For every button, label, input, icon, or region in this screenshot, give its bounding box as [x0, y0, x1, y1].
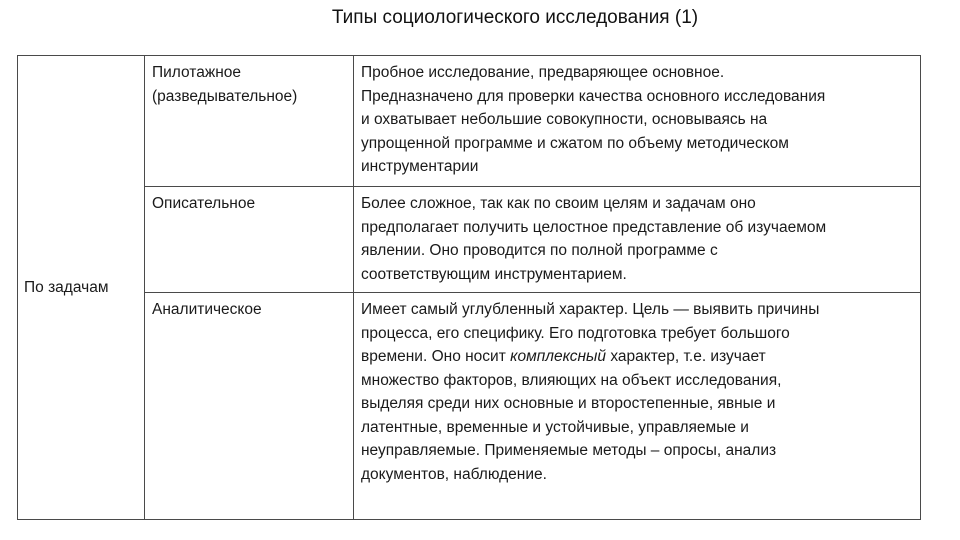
type-name-line: Пилотажное	[152, 64, 242, 81]
type-cell	[145, 56, 354, 187]
description-line: упрощенной программе и сжатом по объему методическом	[361, 134, 789, 152]
description-text: времени. Оно носит	[361, 348, 511, 365]
description-line: Пробное исследование, предваряющее основное.	[361, 64, 725, 81]
description-line: предполагает получить целостное представление об изучаемом	[361, 218, 827, 236]
type-name-line: Аналитическое	[152, 301, 262, 318]
type-cell	[145, 293, 354, 520]
description-line	[361, 345, 914, 369]
description-line: документов, наблюдение.	[361, 465, 547, 483]
description-cell	[354, 187, 921, 293]
description-line: инструментарии	[361, 158, 479, 175]
description-text: характер, т.е. изучает	[606, 348, 766, 365]
description-line: и охватывает небольшие совокупности, основываясь на	[361, 111, 768, 128]
description-cell	[354, 293, 921, 520]
table-row	[18, 56, 921, 187]
description-line: Имеет самый углубленный характер. Цель — выявить причины	[361, 301, 820, 318]
research-types-table	[17, 55, 921, 520]
page-title: Типы социологического исследования (1)	[331, 7, 699, 28]
type-name-line: (разведывательное)	[152, 87, 298, 105]
type-name-line: Описательное	[152, 195, 256, 212]
emphasis-text: комплексный	[510, 348, 607, 365]
group-cell	[18, 56, 145, 520]
description-line: соответствующим инструментарием.	[361, 265, 627, 283]
description-line: Более сложное, так как по своим целям и задачам оно	[361, 195, 756, 212]
description-line: Предназначено для проверки качества основного исследования	[361, 87, 826, 105]
description-line: неуправляемые. Применяемые методы – опросы, анализ	[361, 442, 777, 459]
description-line: выделяя среди них основные и второстепенные, явные и	[361, 395, 776, 412]
description-cell	[354, 56, 921, 187]
description-line: явлении. Оно проводится по полной программе с	[361, 242, 718, 259]
table-row	[18, 293, 921, 520]
description-line: множество факторов, влияющих на объект исследования,	[361, 371, 782, 389]
description-line: латентные, временные и устойчивые, управляемые и	[361, 418, 749, 436]
group-label: По задачам	[24, 279, 109, 297]
table-row	[18, 187, 921, 293]
type-cell	[145, 187, 354, 293]
description-line: процесса, его специфику. Его подготовка требует большого	[361, 324, 790, 342]
